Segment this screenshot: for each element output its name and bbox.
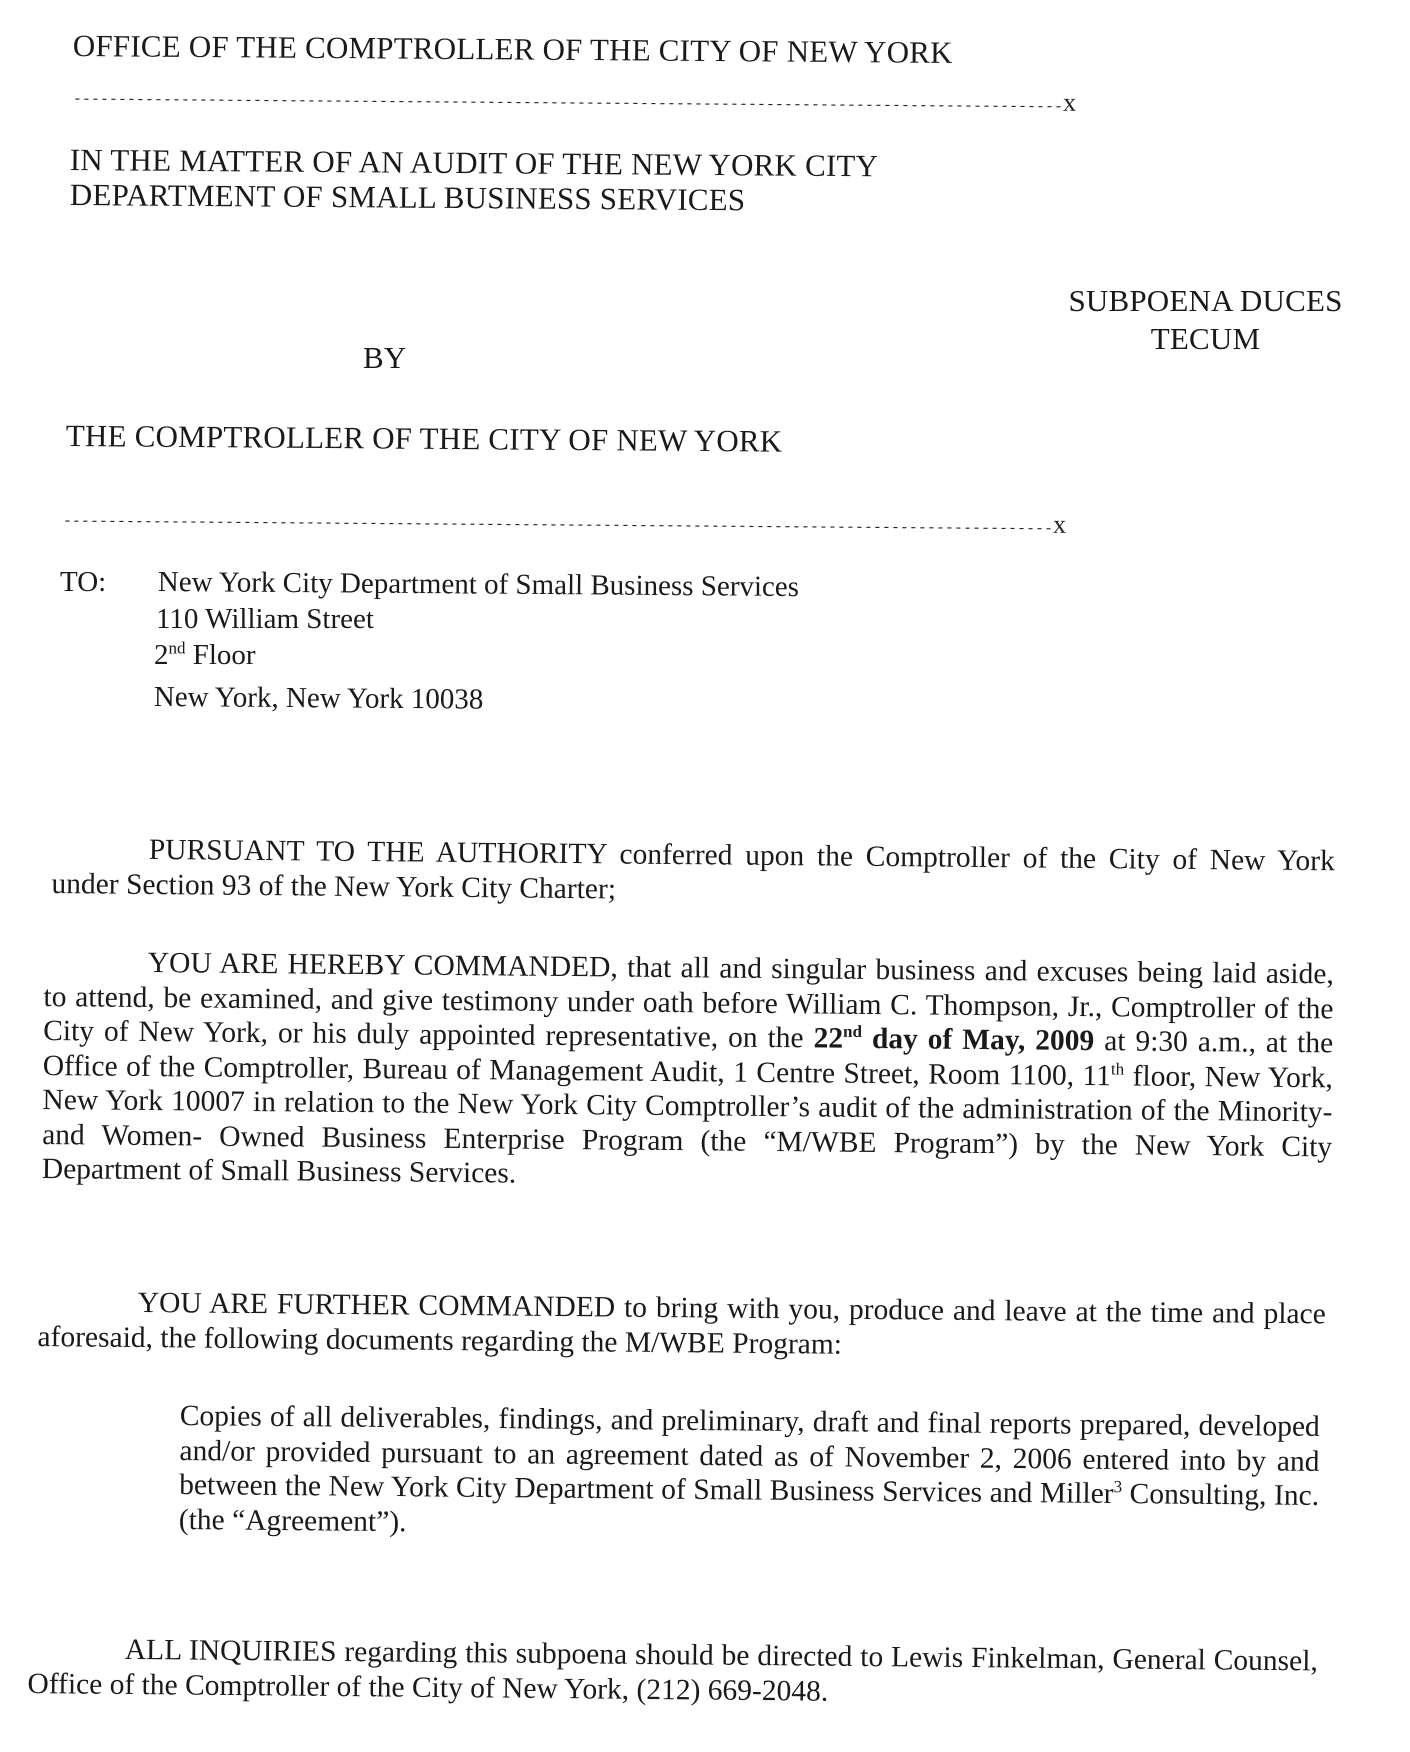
- command-lead: YOU ARE HEREBY COMMANDED,: [147, 946, 618, 984]
- authority-text: conferred upon the Comptroller of the City of New York under Section 93 of the New York City Charter;: [51, 838, 1335, 905]
- date-rest: day of May, 2009: [871, 1022, 1095, 1058]
- recipient-floor: [154, 639, 256, 672]
- matter-line-2: DEPARTMENT OF SMALL BUSINESS SERVICES: [69, 177, 746, 218]
- recipient-city: New York, New York 10038: [153, 681, 484, 716]
- production-paragraph: [37, 1285, 1326, 1366]
- caption-divider-bottom: --------------------------------------------------------------------------------------------------------------x: [62, 509, 1067, 539]
- miller-superscript: 3: [1113, 1477, 1123, 1497]
- command-text-b: at 9:30 a.m., at the Office of the Comptroller, Bureau of Management Audit, 1 Centre Street, Room 1100, 11: [42, 1025, 1334, 1092]
- issuer-name: THE COMPTROLLER OF THE CITY OF NEW YORK: [65, 418, 783, 459]
- authority-paragraph: [51, 832, 1335, 913]
- inquiries-paragraph: [27, 1632, 1318, 1713]
- command-paragraph: [42, 945, 1334, 1199]
- matter-line-1: IN THE MATTER OF AN AUDIT OF THE NEW YORK CITY: [69, 142, 879, 184]
- date-number: 22: [813, 1022, 844, 1055]
- appearance-date: [813, 1022, 1094, 1057]
- floor-word: Floor: [192, 639, 256, 671]
- doc-type-line-1: SUBPOENA DUCES: [1068, 283, 1343, 318]
- command-text-c: floor, New York, New York 10007 in relation to the New York City Comptroller’s audit of the administration of the Minority- and Women- Owned Business Enterprise Program (the “M/WBE Program”) by the New York City Department of Small Business Services.: [41, 1059, 1333, 1190]
- office-title: OFFICE OF THE COMPTROLLER OF THE CITY OF NEW YORK: [72, 28, 953, 70]
- inquiries-lead: ALL INQUIRIES: [124, 1633, 337, 1668]
- requested-documents-text-a: Copies of all deliverables, findings, and preliminary, draft and final reports prepared, developed and/or provided pursuant to an agreement dated as of November 2, 2006 entered into by and between the New York City Department of Small Business Services and Miller: [179, 1400, 1320, 1510]
- inquiries-text: regarding this subpoena should be directed to Lewis Finkelman, General Counsel, Office of the Comptroller of the City of New York, (212) 669-2048.: [27, 1636, 1318, 1708]
- recipient-name: New York City Department of Small Business Services: [157, 566, 800, 604]
- divider-x: x: [1052, 509, 1067, 539]
- doc-type-line-2: TECUM: [1150, 321, 1261, 356]
- authority-lead: PURSUANT TO THE AUTHORITY: [148, 833, 607, 871]
- by-label: BY: [363, 340, 407, 375]
- command-text-a: that all and singular business and excuses being laid aside, to attend, be examined, and give testimony under oath before William C. Thompson, Jr., Comptroller of the City of New York, or his duly appointed representative, on the: [43, 951, 1334, 1055]
- caption-divider-top: --------------------------------------------------------------------------------------------------------------x: [72, 87, 1077, 117]
- date-suffix: nd: [843, 1021, 863, 1042]
- requested-documents-text-b: Consulting, Inc. (the “Agreement”).: [178, 1478, 1320, 1538]
- to-label: TO:: [60, 566, 107, 598]
- divider-x: x: [1062, 87, 1077, 117]
- floor-ordinal: th: [1110, 1058, 1125, 1079]
- floor-suffix: nd: [168, 638, 186, 658]
- floor-number: 2: [154, 639, 169, 671]
- production-lead: YOU ARE FURTHER COMMANDED: [137, 1286, 616, 1324]
- recipient-street: 110 William Street: [156, 603, 374, 635]
- requested-documents: [179, 1399, 1320, 1548]
- production-text: to bring with you, produce and leave at the time and place aforesaid, the following documents regarding the M/WBE Program:: [37, 1291, 1326, 1361]
